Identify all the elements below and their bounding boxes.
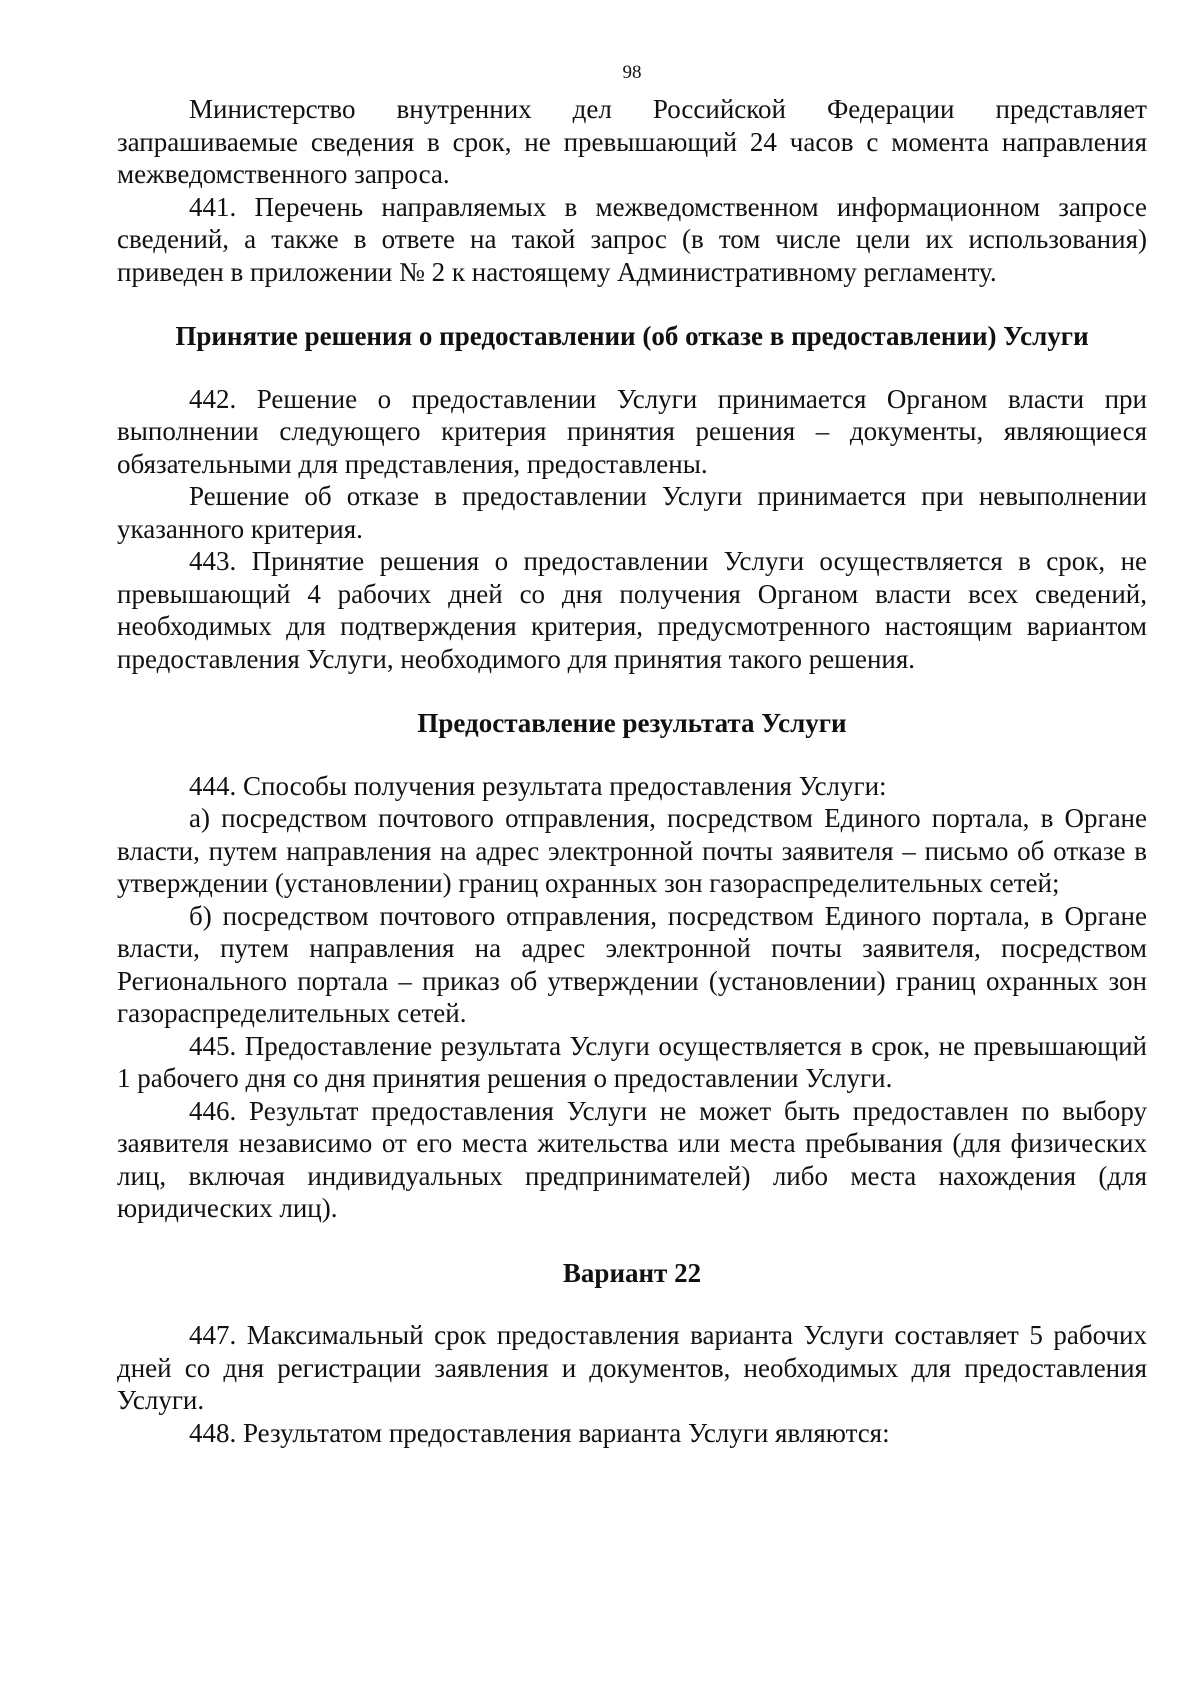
- paragraph-441: 441. Перечень направляемых в межведомственном информационном запросе сведений, а также в ответе на такой запрос (в том числе цели их использования) приведен в приложении № 2 к настоящему Административному регламенту.: [117, 191, 1147, 287]
- paragraph-refusal-decision: Решение об отказе в предоставлении Услуги принимается при невыполнении указанного критерия.: [117, 481, 1147, 544]
- paragraph-446: 446. Результат предоставления Услуги не может быть предоставлен по выбору заявителя независимо от его места жительства или места пребывания (для физических лиц, включая индивидуальных предпринимателей) либо места нахождения (для юридических лиц).: [117, 1095, 1147, 1223]
- paragraph-444-a: а) посредством почтового отправления, посредством Единого портала, в Органе власти, путем направления на адрес электронной почты заявителя – письмо об отказе в утверждении (установлении) границ охранных зон газораспределительных сетей;: [117, 803, 1147, 898]
- document-page: [117, 62, 1147, 1449]
- section-heading-result: Предоставление результата Услуги: [417, 708, 847, 738]
- paragraph-444-b: б) посредством почтового отправления, посредством Единого портала, в Органе власти, путем направления на адрес электронной почты заявителя, посредством Регионального портала – приказ об утверждении (установлении) границ охранных зон газораспределительных сетей.: [117, 900, 1147, 1028]
- paragraph-mvd-response: Министерство внутренних дел Российской Федерации представляет запрашиваемые сведения в срок, не превышающий 24 часов с момента направления межведомственного запроса.: [117, 94, 1147, 189]
- paragraph-447: 447. Максимальный срок предоставления варианта Услуги составляет 5 рабочих дней со дня регистрации заявления и документов, необходимых для предоставления Услуги.: [117, 1320, 1147, 1415]
- paragraph-448: 448. Результатом предоставления варианта Услуги являются:: [189, 1417, 890, 1448]
- section-heading-decision: Принятие решения о предоставлении (об отказе в предоставлении) Услуги: [175, 321, 1089, 351]
- section-heading-variant-22: Вариант 22: [562, 1257, 702, 1288]
- paragraph-443: 443. Принятие решения о предоставлении Услуги осуществляется в срок, не превышающий 4 рабочих дней со дня получения Органом власти всех сведений, необходимых для подтверждения критерия, предусмотренного настоящим вариантом предоставления Услуги, необходимого для принятия такого решения.: [117, 546, 1147, 674]
- paragraph-444: 444. Способы получения результата предоставления Услуги:: [189, 770, 887, 801]
- paragraph-445: 445. Предоставление результата Услуги осуществляется в срок, не превышающий 1 рабочего дня со дня принятия решения о предоставлении Услуги.: [117, 1030, 1147, 1093]
- paragraph-442: 442. Решение о предоставлении Услуги принимается Органом власти при выполнении следующего критерия принятия решения – документы, являющиеся обязательными для представления, предоставлены.: [117, 383, 1147, 479]
- page-number: 98: [622, 62, 642, 83]
